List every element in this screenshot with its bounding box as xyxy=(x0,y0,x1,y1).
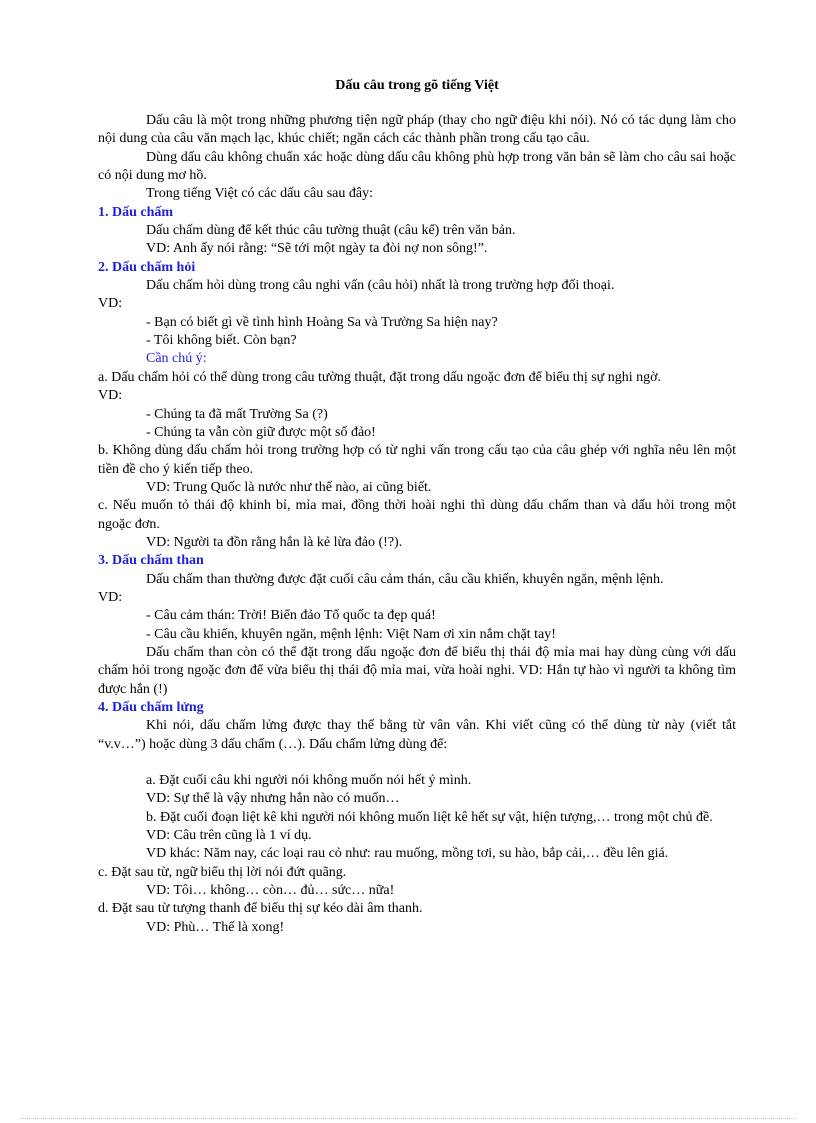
section-heading: 2. Dấu chấm hỏi xyxy=(98,259,196,275)
paragraph: Dấu câu là một trong những phương tiện ngữ pháp (thay cho ngữ điệu khi nói). Nó có tác dụng làm cho nội dung của câu văn mạch lạc, khúc chiết; ngăn cách các thành phần trong cấu tạo câu. xyxy=(98,113,736,147)
paragraph: - Tôi không biết. Còn bạn? xyxy=(146,333,297,349)
document-body xyxy=(98,112,736,937)
paragraph: VD: Tôi… không… còn… đủ… sức… nữa! xyxy=(146,883,395,899)
paragraph: Dấu chấm than còn có thể đặt trong dấu ngoặc đơn để biểu thị thái độ mỉa mai hay dùng cùng với dấu chấm hỏi trong ngoặc đơn để vừa biểu thị thái độ mỉa mai, vừa hoài nghi. VD: Hắn tự hào vì người ta không tìm được hắn (!) xyxy=(98,644,736,697)
section-heading: 4. Dấu chấm lửng xyxy=(98,700,204,715)
page-bottom-border xyxy=(20,1118,796,1119)
paragraph: Dùng dấu câu không chuẩn xác hoặc dùng dấu câu không phù hợp trong văn bản sẽ làm cho câu sai hoặc có nội dung mơ hồ. xyxy=(98,149,736,184)
section-heading: 3. Dấu chấm than xyxy=(98,553,204,569)
paragraph: - Câu cầu khiến, khuyên ngăn, mệnh lệnh: Việt Nam ơi xin nắm chặt tay! xyxy=(146,626,556,642)
paragraph: VD: Anh ấy nói rằng: “Sẽ tới một ngày ta đòi nợ non sông!”. xyxy=(146,241,488,257)
paragraph: VD: xyxy=(98,296,123,312)
paragraph: Dấu chấm than thường được đặt cuối câu cảm thán, câu cầu khiến, khuyên ngăn, mệnh lệnh. xyxy=(146,571,664,587)
paragraph: - Chúng ta vẫn còn giữ được một số đảo! xyxy=(146,424,376,440)
paragraph: Trong tiếng Việt có các dấu câu sau đây: xyxy=(146,186,373,202)
paragraph: VD: Người ta đồn rằng hắn là kẻ lừa đảo (!?). xyxy=(146,534,403,550)
blank-line xyxy=(98,754,736,772)
document-title: Dấu câu trong gõ tiếng Việt xyxy=(335,78,499,93)
paragraph: - Bạn có biết gì về tình hình Hoàng Sa và Trường Sa hiện nay? xyxy=(146,314,498,330)
section-heading: 1. Dấu chấm xyxy=(98,204,174,220)
paragraph: a. Đặt cuối câu khi người nói không muốn nói hết ý mình. xyxy=(146,773,472,789)
paragraph: a. Dấu chấm hỏi có thể dùng trong câu tường thuật, đặt trong dấu ngoặc đơn để biểu thị sự nghi ngờ. xyxy=(98,369,662,385)
paragraph: Dấu chấm dùng để kết thúc câu tường thuật (câu kể) trên văn bản. xyxy=(146,223,516,239)
paragraph: VD: Câu trên cũng là 1 ví dụ. xyxy=(146,828,312,844)
paragraph: VD khác: Năm nay, các loại rau cỏ như: rau muống, mồng tơi, su hào, bắp cải,… đều lên giá. xyxy=(146,846,669,862)
paragraph: b. Đặt cuối đoạn liệt kê khi người nói không muốn liệt kê hết sự vật, hiện tượng,… trong một chủ đề. xyxy=(146,809,713,825)
paragraph: - Chúng ta đã mất Trường Sa (?) xyxy=(146,406,328,422)
paragraph: VD: xyxy=(98,589,123,605)
paragraph: VD: Sự thể là vậy nhưng hắn nào có muốn… xyxy=(146,791,400,807)
paragraph: - Câu cảm thán: Trời! Biển đảo Tổ quốc ta đẹp quá! xyxy=(146,608,436,624)
paragraph: Khi nói, dấu chấm lửng được thay thế bằng từ vân vân. Khi viết cũng có thể dùng từ này (viết tắt “v.v…”) hoặc dùng 3 dấu chấm (…). Dấu chấm lửng dùng để: xyxy=(98,718,736,752)
paragraph: VD: Phù… Thế là xong! xyxy=(146,919,285,935)
paragraph: VD: xyxy=(98,388,123,404)
note-label: Cần chú ý: xyxy=(146,351,207,367)
paragraph: Dấu chấm hỏi dùng trong câu nghi vấn (câu hỏi) nhất là trong trường hợp đối thoại. xyxy=(146,278,615,294)
paragraph: c. Nếu muốn tỏ thái độ khinh bỉ, mỉa mai, đồng thời hoài nghi thì dùng dấu chấm than và dấu hỏi trong một ngoặc đơn. xyxy=(98,498,736,532)
paragraph: d. Đặt sau từ tượng thanh để biểu thị sự kéo dài âm thanh. xyxy=(98,901,423,917)
paragraph: c. Đặt sau từ, ngữ biểu thị lời nói đứt quãng. xyxy=(98,864,347,880)
paragraph: b. Không dùng dấu chấm hỏi trong trường hợp có từ nghi vấn trong cấu tạo của câu ghép với nghĩa nêu lên một tiền đề cho ý kiến tiếp theo. xyxy=(98,443,736,477)
paragraph: VD: Trung Quốc là nước như thế nào, ai cũng biết. xyxy=(146,479,432,495)
